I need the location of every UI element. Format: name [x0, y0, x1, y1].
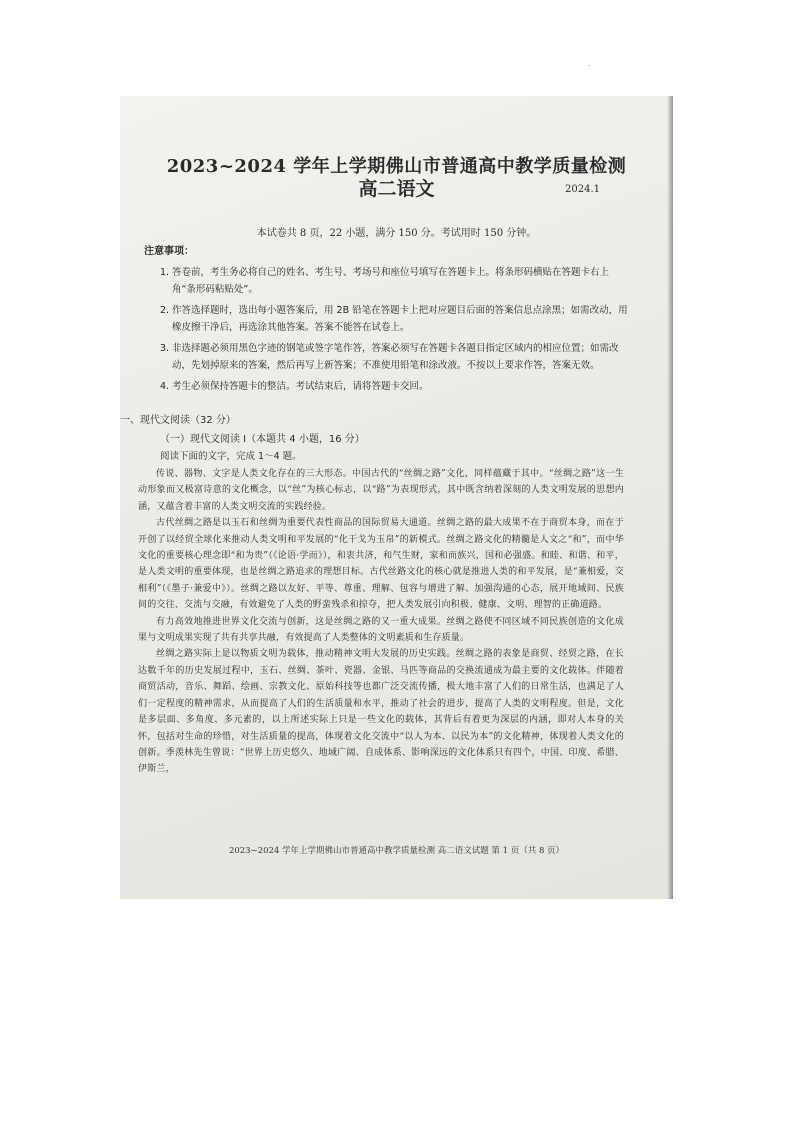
note-item	[160, 340, 630, 374]
exam-title: 2023~2024 学年上学期佛山市普通高中教学质量检测	[166, 156, 627, 177]
exam-date: 2024.1	[565, 184, 600, 195]
note-item	[160, 378, 630, 395]
reading-instruction: 阅读下面的文字，完成 1～4 题。	[160, 451, 302, 462]
page-footer: 2023~2024 学年上学期佛山市普通高中教学质量检测 高二语文试题 第 1 页（共 8 页）	[228, 846, 565, 856]
note-number: 1.	[160, 267, 170, 278]
exam-paper-photo	[120, 96, 673, 899]
note-number: 4.	[160, 381, 170, 392]
note-text: 答卷前，考生务必将自己的姓名、考生号、考场号和座位号填写在答题卡上。将条形码横贴在答题卡右上角“条形码粘贴处”。	[172, 267, 610, 295]
reading-passage	[138, 466, 624, 778]
page-dot: .	[588, 60, 591, 68]
note-item	[160, 264, 630, 298]
passage-paragraph: 有力高效地推进世界文化交流与创新，这是丝绸之路的又一重大成果。丝绸之路使不同区域不同民族创造的文化成果与文明成果实现了共有共享共融，有效提高了人类整体的文明素质和生存质量。	[138, 616, 624, 644]
note-text: 作答选择题时，选出每小题答案后，用 2B 铅笔在答题卡上把对应题目后面的答案信息点涂黑；如需改动，用橡皮擦干净后，再选涂其他答案。答案不能答在试卷上。	[172, 305, 628, 333]
note-number: 2.	[160, 305, 170, 316]
note-text: 非选择题必须用黑色字迹的钢笔或签字笔作答，答案必须写在答题卡各题目指定区域内的相应位置；如需改动，先划掉原来的答案，然后再写上新答案；不准使用铅笔和涂改液。不按以上要求作答，答案无效。	[172, 343, 619, 371]
subsection-title: （一）现代文阅读 I（本题共 4 小题，16 分）	[160, 434, 365, 445]
passage-paragraph: 传说、器物、文字是人类文化存在的三大形态。中国古代的“丝绸之路”文化，同样蕴藏于其中。“丝绸之路”这一生动形象而又极富诗意的文化概念，以“丝”为核心标志，以“路”为表现形式，其中既含纳着深刻的人类文明发展的思想内涵，又蕴含着丰富的人类文明交流的实践经验。	[138, 469, 624, 512]
note-text: 考生必须保持答题卡的整洁。考试结束后，请将答题卡交回。	[172, 381, 429, 392]
section-title: 一、现代文阅读（32 分）	[120, 415, 236, 426]
passage-paragraph: 古代丝绸之路是以玉石和丝绸为重要代表性商品的国际贸易大通道。丝绸之路的最大成果不在于商贸本身，而在于开创了以经贸全球化来推动人类文明和平发展的“化干戈为玉帛”的新模式。丝绸之路文化的精髓是人文之“和”，而中华文化的重要核心理念即“和为贵”（《论语·学而》），和衷共济，和气生财，家和而族兴，国和必强盛。和睦、和谐、和平，是人类文明的重要体现，也是丝绸之路追求的理想目标。古代丝路文化的核心就是推进人类的和平发展，是“兼相爱，交相利”（《墨子·兼爱中》）。丝绸之路以友好、平等、尊重、理解、包容与增进了解、加强沟通的心态，展开地域间、民族间的交往、交流与交融，有效避免了人类的野蛮残杀和掠夺，把人类发展引向积极、健康、文明、理智的正确道路。	[138, 518, 624, 611]
exam-summary: 本试卷共 8 页，22 小题，满分 150 分。考试用时 150 分钟。	[256, 228, 537, 239]
note-item	[160, 302, 630, 336]
passage-paragraph: 丝绸之路实际上是以物质文明为载体，推动精神文明大发展的历史实践。丝绸之路的表象是商贸、经贸之路，在长达数千年的历史发展过程中，玉石、丝绸、茶叶、瓷器、金银、马匹等商品的交换流通成为最主要的文化载体。伴随着商贸活动，音乐、舞蹈、绘画、宗教文化、原始科技等也都广泛交流传播，极大地丰富了人们的日常生活，也满足了人们一定程度的精神需求，从而提高了人们的生活质量和水平，推动了社会的进步，提高了人类的文明程度。但是，文化是多层面、多角度、多元素的，以上所述实际上只是一些文化的载体，其背后有着更为深层的内涵，即对人本身的关怀，包括对生命的珍惜，对生活质量的提高，体现着文化交流中“以人为本、以民为本”的文化精神，体现着人类文化的创新。季羡林先生曾说：“世界上历史悠久、地域广阔、自成体系、影响深远的文化体系只有四个，中国、印度、希腊、伊斯兰，	[138, 649, 624, 775]
note-number: 3.	[160, 343, 170, 354]
notes-list	[160, 264, 630, 399]
exam-subject: 高二语文	[358, 178, 435, 200]
notes-heading: 注意事项：	[144, 246, 194, 257]
